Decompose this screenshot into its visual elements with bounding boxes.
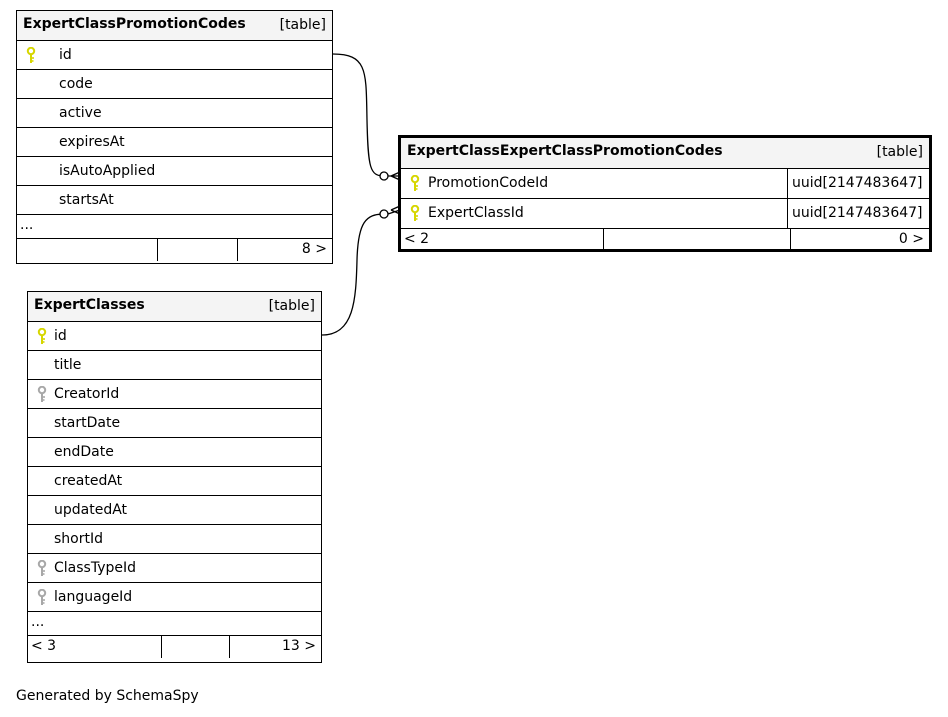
- column-name: CreatorId: [54, 386, 120, 402]
- more-columns-label: ...: [31, 614, 45, 630]
- primary-key-icon: [26, 47, 36, 64]
- column-row[interactable]: [17, 99, 332, 128]
- promotion-code-relationship: [333, 54, 384, 176]
- foreign-key-icon: [37, 386, 47, 403]
- table-expert-class-expert-class-promotion-codes[interactable]: [398, 135, 932, 252]
- table-header: [401, 138, 929, 169]
- column-row[interactable]: [17, 128, 332, 157]
- column-row[interactable]: [28, 496, 321, 525]
- table-header: [17, 11, 332, 41]
- column-row[interactable]: [401, 169, 929, 199]
- column-name: createdAt: [54, 473, 123, 489]
- parents-count: < 3: [31, 638, 57, 654]
- more-columns-label: ...: [20, 217, 34, 233]
- children-count: 13 >: [282, 638, 316, 654]
- primary-key-icon: [37, 328, 47, 345]
- column-row[interactable]: [28, 380, 321, 409]
- primary-key-icon: [410, 205, 420, 222]
- column-name: expiresAt: [59, 134, 125, 150]
- foreign-key-icon: [37, 589, 47, 606]
- column-name: startsAt: [59, 192, 114, 208]
- table-footer: [17, 239, 332, 261]
- blank-cell: [157, 239, 237, 261]
- column-row[interactable]: [28, 525, 321, 554]
- more-columns: [17, 215, 332, 239]
- column-list: [28, 322, 321, 612]
- table-header: [28, 292, 321, 322]
- column-name: id: [54, 328, 67, 344]
- column-row[interactable]: [28, 554, 321, 583]
- expert-class-optional-marker: [380, 210, 388, 218]
- column-name: languageId: [54, 589, 133, 605]
- table-footer: [28, 636, 321, 658]
- table-kind: [table]: [268, 298, 315, 314]
- table-kind: [table]: [876, 144, 923, 160]
- children-count: 0 >: [898, 231, 924, 247]
- column-name: id: [59, 47, 72, 63]
- parents-cell: [401, 229, 603, 252]
- blank-cell: [161, 636, 229, 658]
- generated-by-credit: Generated by SchemaSpy: [16, 688, 199, 704]
- column-list: [401, 169, 929, 229]
- column-row[interactable]: [17, 41, 332, 70]
- more-columns: [28, 612, 321, 636]
- column-name: PromotionCodeId: [428, 175, 549, 191]
- column-row[interactable]: [28, 438, 321, 467]
- table-expert-class-promotion-codes[interactable]: [16, 10, 333, 264]
- column-row[interactable]: [28, 583, 321, 612]
- column-row[interactable]: [17, 157, 332, 186]
- column-name: isAutoApplied: [59, 163, 156, 179]
- column-name: ClassTypeId: [54, 560, 137, 576]
- column-type: uuid[2147483647]: [787, 199, 929, 228]
- blank-cell: [603, 229, 790, 252]
- column-name: updatedAt: [54, 502, 128, 518]
- children-cell: [237, 239, 332, 261]
- children-count: 8 >: [301, 241, 327, 257]
- parents-cell: [17, 239, 157, 261]
- column-name: endDate: [54, 444, 114, 460]
- column-row[interactable]: [17, 70, 332, 99]
- children-cell: [229, 636, 321, 658]
- parents-count: < 2: [404, 231, 430, 247]
- primary-key-icon: [410, 175, 420, 192]
- column-name: active: [59, 105, 102, 121]
- column-list: [17, 41, 332, 215]
- column-row[interactable]: [17, 186, 332, 215]
- table-expert-classes[interactable]: [27, 291, 322, 663]
- table-name: ExpertClasses: [34, 297, 145, 313]
- parents-cell: [28, 636, 161, 658]
- column-type: uuid[2147483647]: [787, 169, 929, 198]
- table-kind: [table]: [279, 17, 326, 33]
- column-name: ExpertClassId: [428, 205, 524, 221]
- column-row[interactable]: [401, 199, 929, 229]
- table-name: ExpertClassExpertClassPromotionCodes: [407, 143, 723, 159]
- column-row[interactable]: [28, 322, 321, 351]
- column-row[interactable]: [28, 467, 321, 496]
- foreign-key-icon: [37, 560, 47, 577]
- column-name: startDate: [54, 415, 121, 431]
- column-name: title: [54, 357, 82, 373]
- children-cell: [790, 229, 929, 252]
- table-name: ExpertClassPromotionCodes: [23, 16, 246, 32]
- column-name: code: [59, 76, 93, 92]
- column-row[interactable]: [28, 351, 321, 380]
- column-name: shortId: [54, 531, 103, 547]
- promotion-code-optional-marker: [380, 172, 388, 180]
- table-footer: [401, 229, 929, 252]
- column-row[interactable]: [28, 409, 321, 438]
